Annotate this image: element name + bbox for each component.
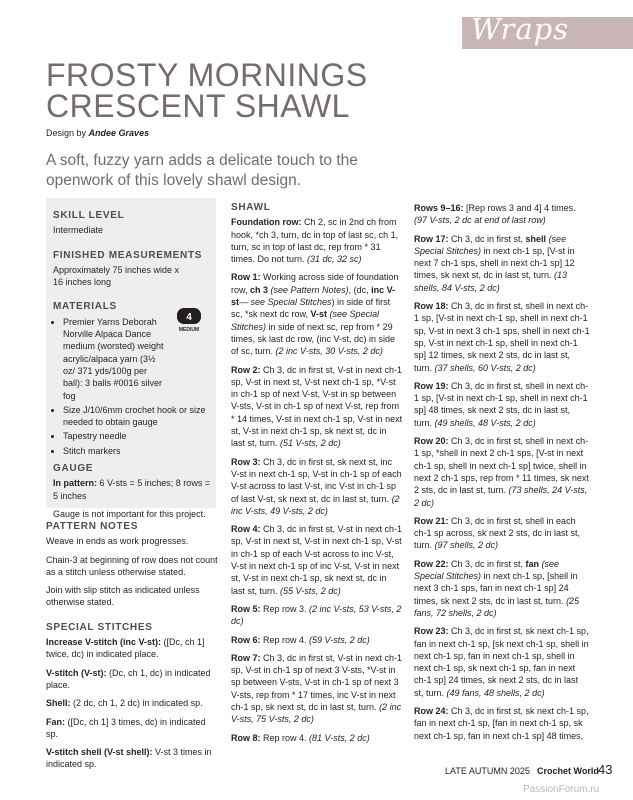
title-line-1: FROSTY MORNINGS — [46, 57, 368, 93]
pattern-row — [414, 435, 590, 509]
special-stitch — [46, 697, 218, 709]
page-title — [46, 57, 376, 124]
shawl-rows — [231, 216, 403, 744]
right-rows — [414, 202, 590, 742]
page-number: 43 — [598, 762, 613, 777]
special-stitches-heading: SPECIAL STITCHES — [46, 621, 153, 633]
pattern-row — [231, 603, 403, 628]
row-label: Row 7: — [231, 652, 264, 663]
pattern-row — [231, 523, 403, 597]
row-text: Ch 3, dc in first st, sk next st, inc V-st in next ch-1 sp, V-st in ch-1 sp of each V-st across to last V-st, inc V-st in ch-1 sp of last V-st, sk next st, dc in last st, turn. — [231, 456, 402, 504]
row-text: ) in side of first sc, *sk next dc row, — [231, 297, 391, 320]
pattern-row — [414, 202, 590, 227]
row-label: Row 6: — [231, 634, 264, 645]
material-hook: • Size J/10/6mm crochet hook or size needed to obtain gauge — [63, 404, 213, 429]
pattern-row — [414, 515, 590, 552]
stitch-definition: ([Dc, ch 1] twice, dc) in indicated place. — [46, 637, 205, 660]
row-label: Row 19: — [414, 380, 452, 391]
row-label: Row 17: — [414, 233, 452, 244]
row-label: Row 18: — [414, 301, 452, 312]
row-text: Ch 3, dc in first st, V-st in next ch-1 sp, V-st in next st, V-st in next ch-1 sp, V-st in ch-1 sp of each V-st across to inc V-st, V-st in next ch-1 sp of inc V-st, V-st in next st, V-st in next ch-1 sp, sk next st, dc in last st, turn. — [231, 524, 403, 596]
row-label: Row 24: — [414, 705, 452, 716]
pattern-note: Chain-3 at beginning of row does not count as a stitch unless otherwise stated. — [46, 554, 218, 577]
row-text: Ch 3, dc in first st, shell in next ch-1 sp, [V-st in next ch-1 sp, shell in next ch-1 sp] 48 times, sk next 2 sts, dc in last st, turn. — [414, 380, 589, 428]
skill-heading: SKILL LEVEL — [53, 210, 125, 221]
pattern-row — [231, 216, 403, 265]
row-label: Row 21: — [414, 515, 452, 526]
row-text: , (dc, — [348, 284, 372, 295]
row-note: (25 fans, 72 shells, 2 dc) — [414, 595, 580, 618]
stitch-term: Increase V-stitch (inc V-st): — [46, 637, 164, 648]
special-stitches-list — [46, 636, 218, 771]
row-text: Ch 3, dc in first st, shell in next ch-1 sp, [V-st in next ch-1 sp, shell in next ch-1 sp, V-st in next 3 ch-1 sps, shell in next ch-1 sp, V-st in next ch-1 sp, shell in next ch-1 sp] 12 times, sk next 2 sts, dc in last st, turn. — [414, 301, 590, 373]
row-note: (51 V-sts, 2 dc) — [280, 438, 341, 449]
rows-right-column — [414, 202, 590, 748]
pattern-row — [231, 634, 403, 646]
row-note: (see Pattern Notes) — [268, 284, 349, 295]
designer-name: Andee Graves — [88, 128, 150, 138]
material-markers: • Stitch markers — [63, 445, 213, 457]
stitch-term: V-st — [310, 309, 328, 320]
materials-heading: MATERIALS — [53, 301, 117, 313]
row-text: Ch 3, dc in first st, — [451, 233, 526, 244]
stitch-term: Fan: — [46, 716, 68, 727]
row-note: (2 inc V-sts, 75 V-sts, 2 dc) — [231, 701, 402, 725]
stitch-definition: (Dc, ch 1, dc) in indicated place. — [46, 667, 211, 690]
row-note: (97 shells, 2 dc) — [434, 540, 499, 551]
section-label: Wraps — [471, 12, 570, 46]
gauge-value: 6 V-sts = 5 inches; 8 rows = 5 inches — [53, 478, 211, 501]
row-note: (31 dc, 32 sc) — [307, 254, 362, 265]
shawl-column — [231, 202, 403, 750]
sidebar-content — [53, 210, 213, 526]
row-text: Rep row 3. — [263, 603, 310, 614]
byline — [46, 128, 149, 138]
stitch-term: shell — [525, 233, 547, 244]
pattern-row — [231, 732, 403, 744]
stitch-term: ch 3 — [250, 284, 269, 295]
stitch-definition: V-st 3 times in indicated sp. — [46, 747, 212, 770]
special-stitch — [46, 746, 218, 771]
special-stitch — [46, 716, 218, 741]
pattern-row — [231, 652, 403, 726]
intro-text: A soft, fuzzy yarn adds a delicate touch to the openwork of this lovely shawl design. — [46, 152, 358, 189]
pattern-notes-heading: PATTERN NOTES — [46, 521, 139, 532]
stitch-term: V-stitch (V-st): — [46, 667, 110, 678]
pattern-row — [414, 705, 590, 742]
special-stitch — [46, 667, 218, 692]
row-label: Row 20: — [414, 436, 452, 447]
yarn-weight-number: 4 — [186, 312, 192, 323]
pattern-row — [231, 456, 403, 517]
title-line-2: CRESCENT SHAWL — [46, 88, 350, 124]
measurements: Approximately 75 inches wide x 16 inches long — [53, 264, 180, 288]
material-needle: • Tapestry needle — [63, 430, 213, 442]
skill-level: Intermediate — [53, 225, 104, 236]
row-text: Ch 3, dc in first st, V-st in next ch-1 sp, V-st in next st, V-st next ch-1 sp, *V-st in ch-1 sp of next V-st, V-st in sp between V-sts, V-st in ch-1 sp of next V-st, rep from * 14 times, V-st in next ch-1 sp, V-st in next st, V-st in next ch-1 sp, sk next st, dc in last st, turn. — [231, 364, 403, 449]
row-text: in next ch-1 sp, [shell in next 3 ch-1 sps, fan in next ch-1 sp] 24 times, sk next 2 sts, dc in last st, turn. — [414, 571, 578, 606]
byline-prefix: Design by — [46, 128, 87, 138]
row-text: Ch 3, dc in first st, — [451, 558, 526, 569]
row-text: Ch 3, dc in first st, V-st in next ch-1 sp, V-st in ch-1 sp of next 3 V-sts, *V-st in sp between V-sts, V-st in ch-1 sp of next 3 V-sts, rep from * 17 times, inc V-st in next ch-1 sp, sk next st, dc in last st, turn. — [231, 652, 403, 712]
row-note: (49 fans, 48 shells, 2 dc) — [446, 687, 545, 698]
footer-magazine: Crochet World — [537, 766, 599, 776]
row-note: — see Special Stitches — [239, 297, 332, 308]
stitch-term: Shell: — [46, 698, 74, 709]
row-label: Row 4: — [231, 524, 264, 535]
row-note: (2 inc V-sts, 49 V-sts, 2 dc) — [231, 493, 400, 516]
row-label: Rows 9–16: — [414, 203, 467, 213]
row-label: Row 8: — [231, 732, 264, 743]
pattern-row — [414, 625, 590, 699]
row-label: Row 2: — [231, 364, 264, 375]
gauge-note: Gauge is not important for this project. — [53, 508, 206, 519]
measurements-heading: FINISHED MEASUREMENTS — [53, 249, 203, 261]
row-note: (2 inc V-sts, 53 V-sts, 2 dc) — [231, 603, 402, 627]
row-note: (37 shells, 60 V-sts, 2 dc) — [434, 362, 536, 373]
row-text: Ch 3, dc in first st, sk next ch-1 sp, fan in next ch-1 sp, [fan in next ch-1 sp, sk next ch-1 sp, fan in next ch-1 sp] 48 times, — [414, 705, 589, 741]
stitch-definition: (2 dc, ch 1, 2 dc) in indicated sp. — [73, 698, 203, 709]
pattern-note: Weave in ends as work progresses. — [46, 536, 189, 547]
row-text: Ch 3, dc in first st, shell in each ch-1 sp across, sk next 2 sts, dc in last st, turn. — [414, 515, 581, 551]
row-text: Rep row 4. — [263, 634, 310, 645]
notes-column — [46, 521, 218, 777]
row-label: Row 5: — [231, 603, 264, 614]
stitch-term: fan — [525, 558, 540, 569]
pattern-row — [414, 558, 590, 619]
row-text: [Rep rows 3 and 4] 4 times. — [466, 203, 576, 213]
row-note: (55 V-sts, 2 dc) — [280, 585, 341, 596]
stitch-term: V-stitch shell (V-st shell): — [46, 747, 156, 758]
row-note: (see Special Stitches) — [231, 309, 380, 332]
row-note: (81 V-sts, 2 dc) — [309, 732, 370, 743]
pattern-row — [414, 300, 590, 374]
pattern-note: Join with slip stitch as indicated unless otherwise stated. — [46, 585, 200, 608]
pattern-row — [414, 380, 590, 429]
row-note: (see Special Stitches) — [414, 558, 560, 582]
pattern-row — [231, 364, 403, 450]
stitch-definition: ([Dc, ch 1] 3 times, dc) in indicated sp. — [46, 716, 206, 739]
pattern-row — [231, 271, 403, 357]
section-divider — [470, 47, 633, 48]
material-yarn: • Premier Yarns Deborah Norville Alpaca Dance medium (worsted) weight acrylic/alpaca yarn (3½ oz/ 371 yds/100g per ball): 3 balls #0016 silver fog — [63, 316, 168, 402]
yarn-weight-label: MEDIUM — [178, 327, 200, 333]
special-stitch — [46, 636, 218, 661]
row-text: in side of next sc, rep from * 29 times, sk last dc row, (inc V-st, dc) in side of sc, turn. — [231, 321, 396, 357]
gauge — [53, 477, 213, 502]
row-text: Ch 2, sc in 2nd ch from hook, *ch 3, turn, dc in top of last sc, ch 1, turn, sc in top of last dc, rep from * 31 times. Do not turn. — [231, 217, 399, 265]
row-note: (2 inc V-sts, 30 V-sts, 2 dc) — [275, 346, 383, 357]
row-note: (13 shells, 84 V-sts, 2 dc) — [414, 270, 568, 293]
row-note: (59 V-sts, 2 dc) — [309, 634, 370, 645]
row-text: Ch 3, dc in first st, shell in next ch-1 sp, *shell in next 2 ch-1 sps, [V-st in next ch-1 sp, shell in next ch-1 sp] twice, shell in next 2 ch-1 sps, rep from * 11 times, sk next 2 sts, dc in last st, turn. — [414, 436, 589, 496]
row-note: (73 shells, 24 V-sts, 2 dc) — [414, 485, 588, 508]
row-text: Ch 3, dc in first st, sk next ch-1 sp, fan in next ch-1 sp, [sk next ch-1 sp, shell in next ch-1 sp, fan in next ch-1 sp, shell in next ch-1 sp, sk next ch-1 sp, fan in next ch-1 sp] 24 times, sk next 2 sts, dc in last st, turn. — [414, 626, 589, 698]
row-label: Row 23: — [414, 626, 452, 637]
watermark: PassionForum.ru — [523, 784, 600, 795]
pattern-row — [414, 233, 590, 294]
row-note: (97 V-sts, 2 dc at end of last row) — [414, 215, 546, 226]
shawl-heading: SHAWL — [231, 202, 271, 213]
footer-issue: LATE AUTUMN 2025 — [445, 766, 530, 776]
row-label: Row 1: — [231, 272, 264, 283]
gauge-heading: GAUGE — [53, 463, 94, 475]
row-text: Rep row 4. — [263, 732, 310, 743]
materials-list — [53, 316, 213, 457]
row-note: (49 shells, 48 V-sts, 2 dc) — [434, 417, 536, 428]
row-text: Working across side of foundation row, — [231, 272, 399, 295]
row-label: Row 22: — [414, 558, 452, 569]
stitch-term: inc V-st — [231, 284, 396, 308]
row-label: Foundation row: — [231, 217, 304, 228]
row-text: in next ch-1 sp, [V-st in next 7 ch-1 sps, shell in next ch-1 sp] 12 times, sk next st, dc in last st, turn. — [414, 245, 575, 281]
gauge-lead: In pattern: — [53, 478, 97, 489]
row-label: Row 3: — [231, 456, 264, 467]
row-note: (see Special Stitches) — [414, 233, 567, 256]
